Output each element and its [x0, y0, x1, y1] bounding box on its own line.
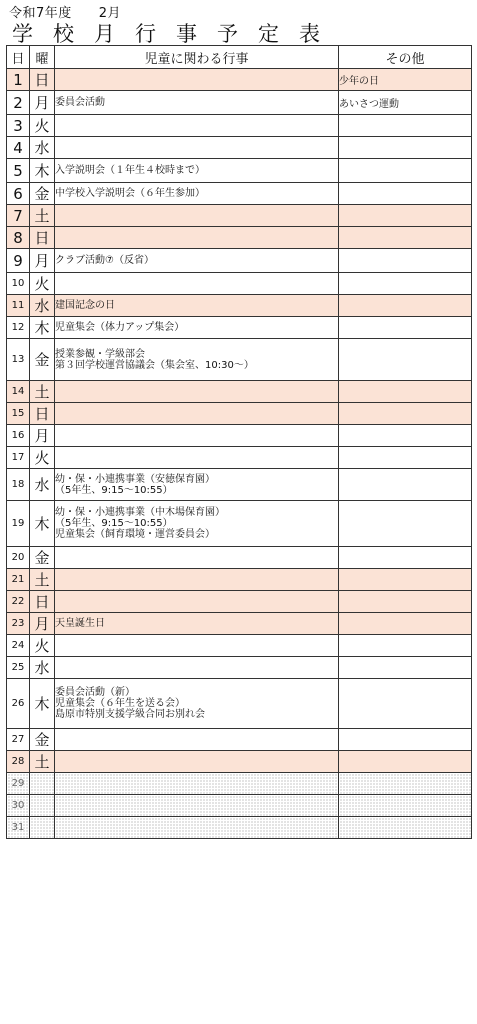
day-of-week: 月 [30, 249, 55, 273]
table-row [7, 795, 472, 817]
day-number: 30 [7, 795, 30, 817]
events-cell [55, 249, 339, 273]
day-number: 24 [7, 635, 30, 657]
day-of-week [30, 773, 55, 795]
day-number: 26 [7, 679, 30, 729]
events-cell [55, 381, 339, 403]
day-number: 12 [7, 317, 30, 339]
events-cell [55, 403, 339, 425]
event-line: クラブ活動⑦（反省） [55, 255, 154, 266]
other-cell [339, 339, 472, 381]
events-cell [55, 295, 339, 317]
day-number: 28 [7, 751, 30, 773]
other-cell [339, 817, 472, 839]
day-number: 22 [7, 591, 30, 613]
day-number: 8 [7, 227, 30, 249]
events-cell [55, 773, 339, 795]
day-number: 2 [7, 91, 30, 115]
other-cell [339, 183, 472, 205]
day-number: 23 [7, 613, 30, 635]
events-cell [55, 183, 339, 205]
table-row [7, 227, 472, 249]
header-dow: 曜 [30, 46, 55, 69]
table-row [7, 183, 472, 205]
event-line: 島原市特別支援学級合同お別れ会 [55, 709, 205, 720]
table-row [7, 273, 472, 295]
day-of-week: 月 [30, 91, 55, 115]
events-cell [55, 69, 339, 91]
table-row [7, 381, 472, 403]
event-line: 授業参観・学級部会 [55, 348, 145, 360]
table-row [7, 115, 472, 137]
table-row [7, 591, 472, 613]
day-of-week: 火 [30, 115, 55, 137]
day-number: 6 [7, 183, 30, 205]
events-cell [55, 115, 339, 137]
events-cell [55, 817, 339, 839]
table-row [7, 501, 472, 547]
table-row [7, 69, 472, 91]
event-line: 中学校入学説明会（６年生参加） [55, 188, 205, 199]
table-row [7, 249, 472, 273]
day-of-week: 月 [30, 613, 55, 635]
day-number: 21 [7, 569, 30, 591]
other-cell [339, 635, 472, 657]
day-of-week [30, 817, 55, 839]
events-cell [55, 729, 339, 751]
day-number: 9 [7, 249, 30, 273]
day-of-week: 金 [30, 729, 55, 751]
day-number: 16 [7, 425, 30, 447]
events-cell [55, 159, 339, 183]
day-of-week [30, 795, 55, 817]
events-cell [55, 205, 339, 227]
other-cell [339, 591, 472, 613]
day-number: 10 [7, 273, 30, 295]
day-of-week: 日 [30, 227, 55, 249]
table-row [7, 205, 472, 227]
day-number: 5 [7, 159, 30, 183]
event-line: 児童集会（飼育環境・運営委員会） [55, 529, 215, 540]
day-number: 1 [7, 69, 30, 91]
events-cell [55, 91, 339, 115]
table-row [7, 425, 472, 447]
page-title: 学校月行事予定表 [12, 22, 340, 46]
day-number: 3 [7, 115, 30, 137]
events-cell [55, 657, 339, 679]
day-number: 19 [7, 501, 30, 547]
day-of-week: 土 [30, 381, 55, 403]
event-line: 天皇誕生日 [55, 618, 105, 629]
other-cell [339, 547, 472, 569]
day-of-week: 金 [30, 547, 55, 569]
table-row [7, 817, 472, 839]
day-number: 20 [7, 547, 30, 569]
other-cell [339, 205, 472, 227]
events-cell [55, 751, 339, 773]
day-of-week: 火 [30, 273, 55, 295]
table-row [7, 295, 472, 317]
events-cell [55, 795, 339, 817]
day-of-week: 金 [30, 339, 55, 381]
day-of-week: 水 [30, 295, 55, 317]
table-row [7, 547, 472, 569]
event-line: 幼・保・小連携事業（中木場保育園） [55, 507, 225, 518]
other-cell [339, 381, 472, 403]
day-of-week: 火 [30, 635, 55, 657]
day-of-week: 木 [30, 679, 55, 729]
other-cell [339, 729, 472, 751]
table-header-row [7, 46, 472, 69]
table-row [7, 317, 472, 339]
table-row [7, 657, 472, 679]
other-cell [339, 501, 472, 547]
other-cell [339, 657, 472, 679]
table-row [7, 773, 472, 795]
fiscal-year-month: 令和7年度 2月 [9, 6, 122, 21]
day-of-week: 日 [30, 69, 55, 91]
other-cell [339, 403, 472, 425]
event-line: 第３回学校運営協議会（集会室、10:30～） [55, 359, 254, 371]
day-number: 27 [7, 729, 30, 751]
other-cell [339, 613, 472, 635]
table-row [7, 751, 472, 773]
day-number: 14 [7, 381, 30, 403]
other-cell [339, 227, 472, 249]
events-cell [55, 613, 339, 635]
other-cell: 少年の日 [339, 69, 472, 91]
day-of-week: 水 [30, 469, 55, 501]
event-line: 児童集会（６年生を送る会） [55, 698, 185, 709]
other-cell [339, 569, 472, 591]
other-cell [339, 447, 472, 469]
events-cell [55, 227, 339, 249]
other-cell [339, 469, 472, 501]
events-cell [55, 635, 339, 657]
table-row [7, 91, 472, 115]
table-row [7, 469, 472, 501]
event-line: 委員会活動 [55, 97, 105, 108]
table-row [7, 339, 472, 381]
header-events: 児童に関わる行事 [55, 46, 339, 69]
day-number: 29 [7, 773, 30, 795]
day-of-week: 金 [30, 183, 55, 205]
other-cell [339, 751, 472, 773]
events-cell [55, 137, 339, 159]
other-cell [339, 425, 472, 447]
table-row [7, 447, 472, 469]
header-other: その他 [339, 46, 472, 69]
table-row [7, 159, 472, 183]
other-cell: あいさつ運動 [339, 91, 472, 115]
table-row [7, 729, 472, 751]
events-cell [55, 273, 339, 295]
day-number: 17 [7, 447, 30, 469]
table-row [7, 137, 472, 159]
day-number: 4 [7, 137, 30, 159]
other-cell [339, 273, 472, 295]
other-cell [339, 115, 472, 137]
day-of-week: 土 [30, 569, 55, 591]
events-cell [55, 447, 339, 469]
day-of-week: 土 [30, 751, 55, 773]
day-number: 25 [7, 657, 30, 679]
events-cell [55, 591, 339, 613]
other-cell [339, 159, 472, 183]
events-cell [55, 679, 339, 729]
day-of-week: 火 [30, 447, 55, 469]
day-number: 31 [7, 817, 30, 839]
event-line: 建国記念の日 [55, 300, 115, 311]
schedule-table [6, 45, 472, 839]
day-of-week: 土 [30, 205, 55, 227]
other-cell [339, 317, 472, 339]
event-line: 入学説明会（１年生４校時まで） [55, 165, 205, 176]
event-line: 幼・保・小連携事業（安徳保育園） [55, 473, 215, 485]
day-of-week: 木 [30, 501, 55, 547]
events-cell [55, 339, 339, 381]
other-cell [339, 795, 472, 817]
day-of-week: 水 [30, 137, 55, 159]
day-of-week: 月 [30, 425, 55, 447]
day-of-week: 日 [30, 403, 55, 425]
day-number: 13 [7, 339, 30, 381]
day-number: 11 [7, 295, 30, 317]
other-cell [339, 249, 472, 273]
event-line: （5年生、9:15～10:55） [55, 518, 173, 529]
events-cell [55, 469, 339, 501]
day-number: 18 [7, 469, 30, 501]
day-of-week: 日 [30, 591, 55, 613]
day-of-week: 木 [30, 159, 55, 183]
table-row [7, 635, 472, 657]
events-cell [55, 425, 339, 447]
event-line: 委員会活動（新） [55, 687, 135, 698]
table-row [7, 613, 472, 635]
other-cell [339, 679, 472, 729]
day-number: 7 [7, 205, 30, 227]
event-line: （5年生、9:15～10:55） [55, 484, 173, 496]
day-number: 15 [7, 403, 30, 425]
event-line: 児童集会（体力アップ集会） [55, 322, 185, 333]
other-cell [339, 137, 472, 159]
day-of-week: 水 [30, 657, 55, 679]
events-cell [55, 569, 339, 591]
day-of-week: 木 [30, 317, 55, 339]
events-cell [55, 317, 339, 339]
table-row [7, 679, 472, 729]
events-cell [55, 501, 339, 547]
table-row [7, 569, 472, 591]
table-row [7, 403, 472, 425]
other-cell [339, 773, 472, 795]
events-cell [55, 547, 339, 569]
other-cell [339, 295, 472, 317]
header-day: 日 [7, 46, 30, 69]
